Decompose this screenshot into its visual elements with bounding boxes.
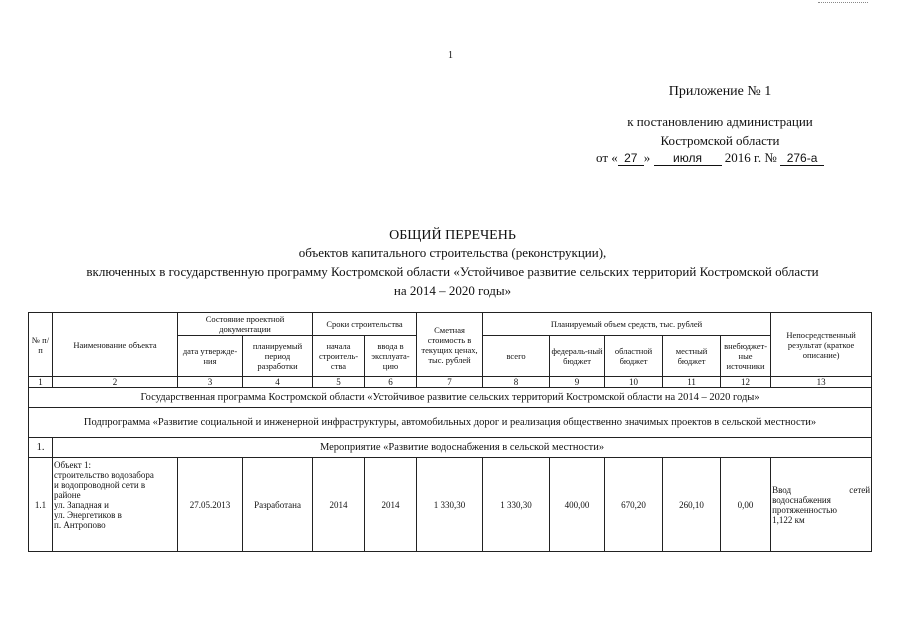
object-line: и водопроводной сети в — [54, 480, 146, 490]
regional-budget-cell: 670,20 — [605, 458, 663, 552]
column-number: 5 — [313, 377, 365, 388]
result-line: протяженностью — [772, 504, 837, 515]
header-commissioning: ввода в эксплуата-цию — [365, 336, 417, 377]
column-number: 2 — [53, 377, 178, 388]
header-planned-funds: Планируемый объем средств, тыс. рублей — [483, 313, 771, 336]
column-number: 8 — [483, 377, 550, 388]
program-row: Государственная программа Костромской области «Устойчивое развитие сельских территорий Костромской области на 2014 – 2020 годы» — [29, 388, 872, 408]
header-object-name: Наименование объекта — [53, 313, 178, 377]
date-day: 27 — [618, 151, 644, 166]
row-number: 1.1 — [29, 458, 53, 552]
header-result: Непосредственный результат (краткое описание) — [771, 313, 872, 377]
page-number: 1 — [448, 50, 453, 61]
column-number: 10 — [605, 377, 663, 388]
estimated-cost-cell: 1 330,30 — [417, 458, 483, 552]
column-number-row — [29, 377, 872, 388]
date-prefix: от « — [596, 150, 618, 165]
local-budget-cell: 260,10 — [663, 458, 721, 552]
header-federal-budget: федераль-ный бюджет — [550, 336, 605, 377]
document-subtitle-1: объектов капитального строительства (реконструкции), — [298, 245, 607, 260]
object-line: районе — [54, 490, 81, 500]
resolution-date-line — [596, 150, 824, 166]
scan-corner-mark — [818, 2, 868, 3]
measure-number: 1. — [29, 438, 53, 458]
header-construction-start: начала строитель-ства — [313, 336, 365, 377]
result-line: 1,122 км — [772, 514, 805, 525]
commissioning-cell: 2014 — [365, 458, 417, 552]
object-name-cell — [53, 458, 178, 552]
header-estimated-cost: Сметная стоимость в текущих ценах, тыс. рублей — [417, 313, 483, 377]
header-num: № п/п — [29, 313, 53, 377]
date-quote-close: » — [643, 150, 651, 165]
resolution-line-2: Костромской области — [660, 133, 780, 148]
resolution-line-1: к постановлению администрации — [627, 114, 813, 129]
column-number: 4 — [243, 377, 313, 388]
planned-development-cell: Разработана — [243, 458, 313, 552]
column-number: 3 — [178, 377, 243, 388]
header-total: всего — [483, 336, 550, 377]
approval-date-cell: 27.05.2013 — [178, 458, 243, 552]
total-cell: 1 330,30 — [483, 458, 550, 552]
column-number: 6 — [365, 377, 417, 388]
document-title: ОБЩИЙ ПЕРЕЧЕНЬ — [389, 228, 516, 243]
table-row — [29, 458, 872, 552]
column-number: 7 — [417, 377, 483, 388]
column-number: 12 — [721, 377, 771, 388]
subprogram-row: Подпрограмма «Развитие социальной и инженерной инфраструктуры, автомобильных дорог и реализация общественно значимых проектов в сельской местности» — [29, 408, 872, 438]
column-number: 1 — [29, 377, 53, 388]
appendix-title: Приложение № 1 — [668, 84, 772, 99]
federal-budget-cell: 400,00 — [550, 458, 605, 552]
result-line: Ввод сетей — [772, 484, 871, 495]
column-number: 13 — [771, 377, 872, 388]
column-number: 9 — [550, 377, 605, 388]
object-line: Объект 1: — [54, 460, 91, 470]
header-extra-budget: внебюджет-ные источники — [721, 336, 771, 377]
header-docs-state: Состояние проектной документации — [178, 313, 313, 336]
document-subtitle-3: на 2014 – 2020 годы» — [393, 283, 512, 298]
header-local-budget: местный бюджет — [663, 336, 721, 377]
object-line: п. Антропово — [54, 520, 106, 530]
construction-start-cell: 2014 — [313, 458, 365, 552]
result-line: водоснабжения — [772, 494, 831, 505]
date-year: 2016 г. № — [724, 150, 777, 165]
header-planned-development: планируемый период разработки — [243, 336, 313, 377]
column-number: 11 — [663, 377, 721, 388]
document-number: 276-а — [780, 151, 824, 166]
document-subtitle-2: включенных в государственную программу Костромской области «Устойчивое развитие сельских территорий Костромской области — [86, 264, 819, 279]
result-cell — [771, 458, 872, 552]
header-approval-date: дата утвержде-ния — [178, 336, 243, 377]
object-line: ул. Энергетиков в — [54, 510, 122, 520]
date-month: июля — [654, 151, 722, 166]
extra-budget-cell: 0,00 — [721, 458, 771, 552]
header-construction-terms: Сроки строительства — [313, 313, 417, 336]
object-line: ул. Западная и — [54, 500, 109, 510]
measure-row: Мероприятие «Развитие водоснабжения в сельской местности» — [53, 438, 872, 458]
header-regional-budget: областной бюджет — [605, 336, 663, 377]
capital-construction-table — [28, 312, 872, 552]
object-line: строительство водозабора — [54, 470, 154, 480]
